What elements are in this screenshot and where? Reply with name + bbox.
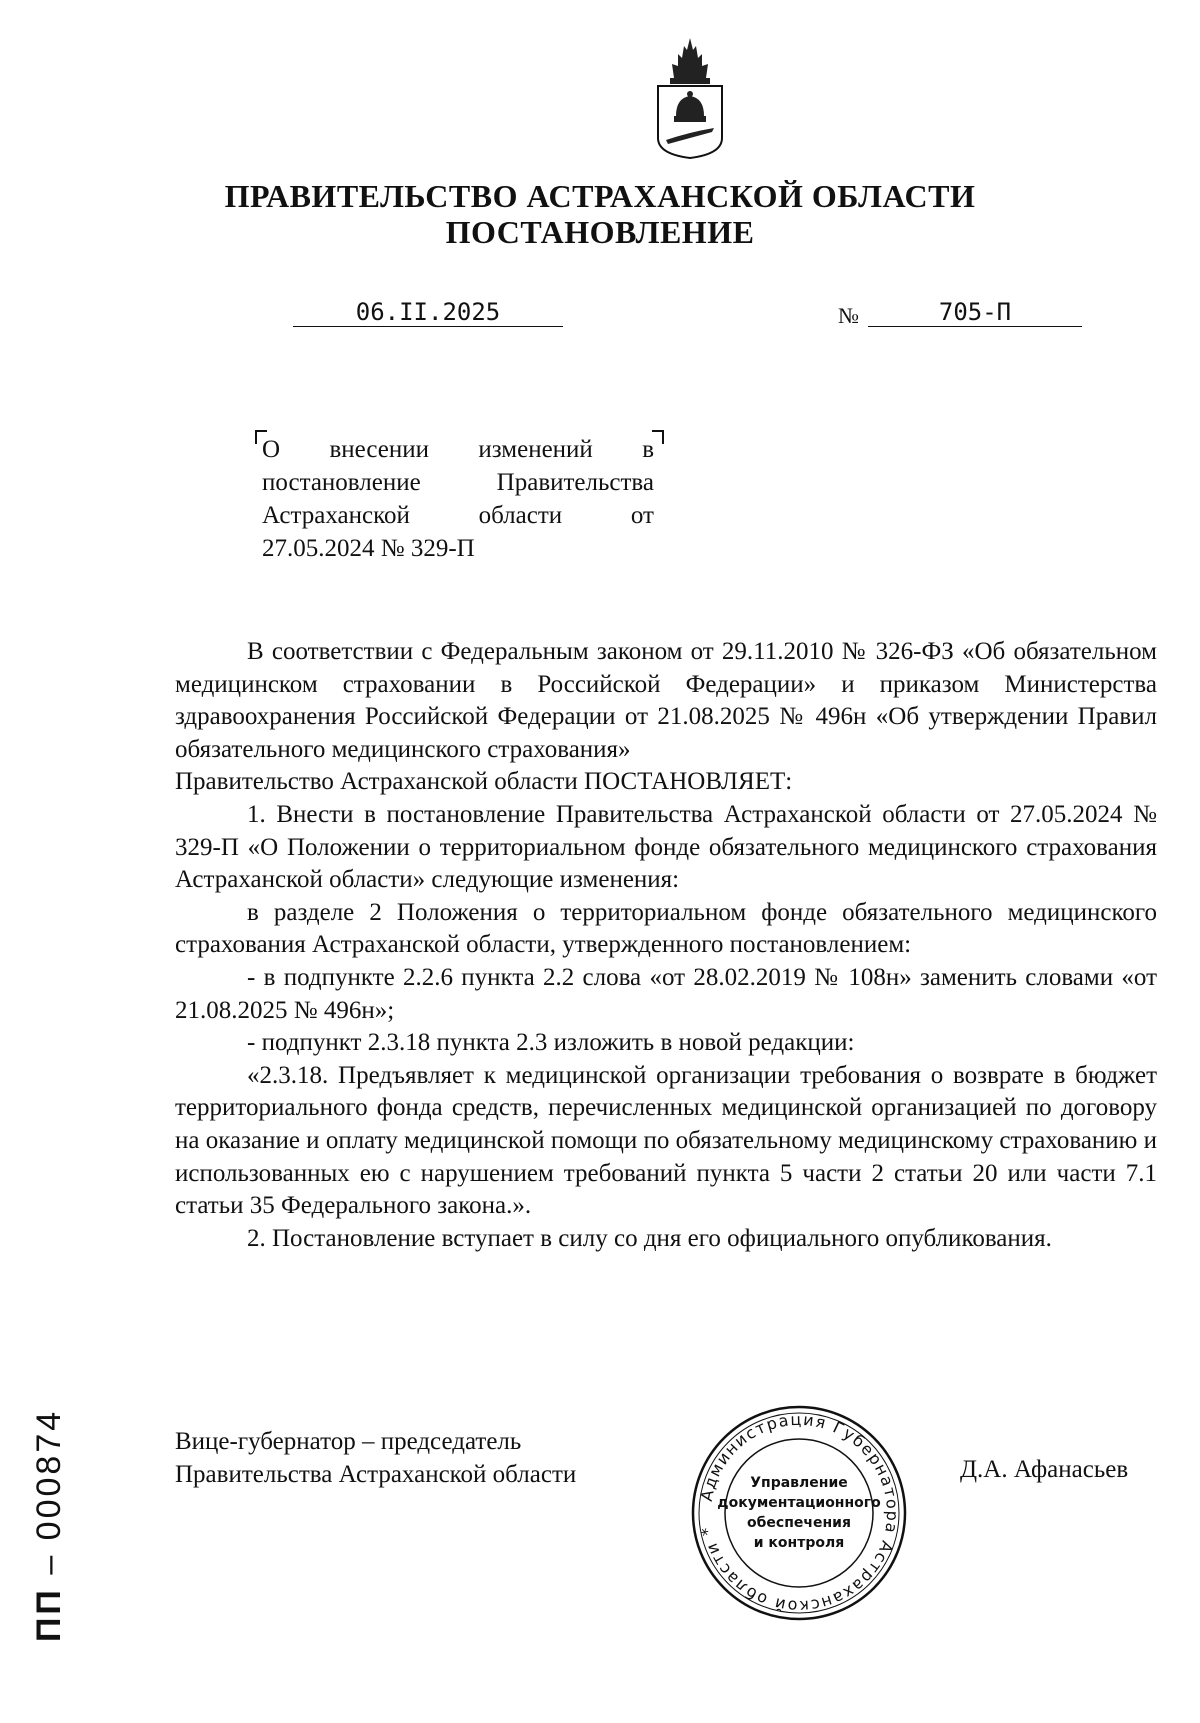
svg-text:Управление: Управление (750, 1475, 848, 1491)
subject-line: Астраханской области от (262, 502, 654, 529)
official-seal-stamp (688, 1402, 910, 1624)
item-2: 2. Постановление вступает в силу со дня его официального опубликования. (247, 1224, 1052, 1252)
number-sign: № (838, 303, 859, 328)
registration-dash: – (30, 1540, 68, 1588)
preamble-resolution: Правительство Астраханской области ПОСТАНОВЛЯЕТ: (175, 768, 793, 796)
document-body (175, 636, 1157, 1255)
document-number (868, 296, 1082, 327)
document-date (293, 296, 563, 327)
item-1-section: в разделе 2 Положения о территориальном фонде обязательного медицинского страхования Астраханской области, утвержденного постановлением: (175, 898, 1157, 959)
authority-title: ПРАВИТЕЛЬСТВО АСТРАХАНСКОЙ ОБЛАСТИ (224, 178, 976, 214)
subject-line: О внесении изменений в (262, 436, 654, 463)
signer-position-line: Вице-губернатор – председатель (175, 1428, 522, 1455)
item-1-subitem-1: - в подпункте 2.2.6 пункта 2.2 слова «от 28.02.2019 № 108н» заменить словами «от 21.08.2025 № 496н»; (175, 963, 1157, 1024)
signer-position (175, 1425, 576, 1491)
date-value: 06.II.2025 (355, 298, 501, 326)
coat-of-arms-emblem (652, 36, 728, 161)
subject-block (262, 433, 654, 565)
item-1-subitem-2: - подпункт 2.3.18 пункта 2.3 изложить в новой редакции: (247, 1029, 855, 1057)
svg-text:и контроля: и контроля (753, 1535, 845, 1551)
signer-name: Д.А. Афанасьев (960, 1456, 1129, 1483)
preamble-paragraph: В соответствии с Федеральным законом от 29.11.2010 № 326-ФЗ «Об обязательном медицинском страховании в Российской Федерации» и приказом Министерства здравоохранения Российской Федерации от 21.08.2025 № 496н «Об утверждении Правил обязательного медицинского страхования» (175, 638, 1157, 763)
item-1: 1. Внести в постановление Правительства Астраханской области от 27.05.2024 № 329-П «О Положении о территориальном фонде обязательного медицинского страхования Астраханской области» следующие изменения: (175, 800, 1157, 894)
subject-line: постановление Правительства (262, 469, 654, 496)
registration-value: 000874 (30, 1408, 68, 1541)
item-1-quote: «2.3.18. Предъявляет к медицинской организации требования о возврате в бюджет территориального фонда средств, перечисленных медицинской организацией по договору на оказание и оплату медицинской помощи по обязательному медицинскому страхованию и использованных ею с нарушением требований пункта 5 части 2 статьи 20 или части 7.1 статьи 35 Федерального закона.». (175, 1061, 1157, 1220)
subject-line: 27.05.2024 № 329-П (262, 535, 475, 562)
svg-text:Администрация Губернатора Астр: Администрация Губернатора Астраханской области * (696, 1409, 903, 1617)
signer-position-line: Правительства Астраханской области (175, 1461, 577, 1488)
document-type: ПОСТАНОВЛЕНИЕ (445, 214, 755, 250)
number-value: 705-П (938, 298, 1012, 326)
svg-text:документационного: документационного (717, 1495, 881, 1511)
registration-prefix: ПП (30, 1587, 68, 1642)
svg-text:обеспечения: обеспечения (747, 1515, 851, 1531)
registration-number (30, 1409, 69, 1642)
